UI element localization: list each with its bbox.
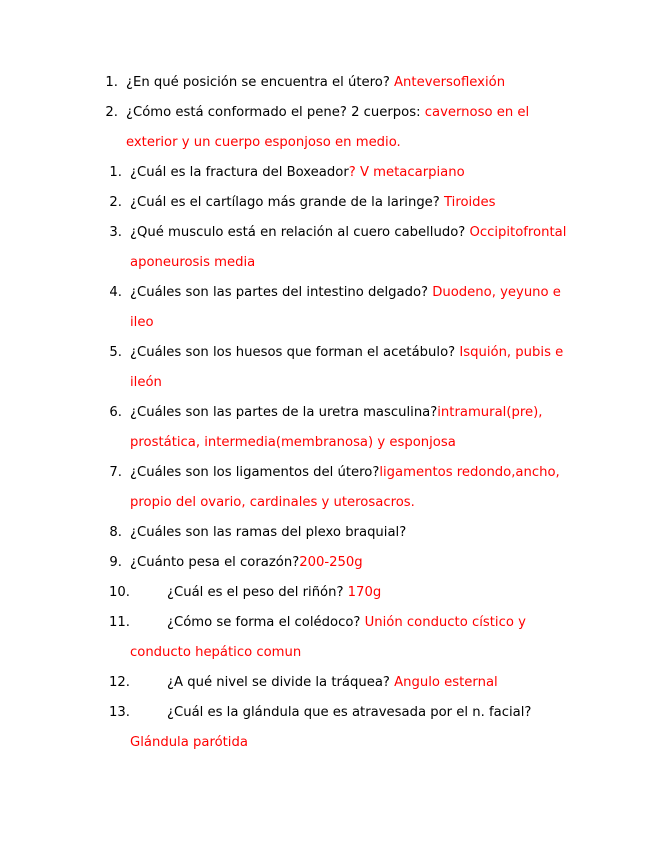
- item-number: 2.: [109, 195, 122, 210]
- answer-text: conducto hepático comun: [130, 645, 302, 660]
- list-item: [0, 402, 655, 424]
- item-number: 2.: [105, 105, 118, 120]
- answer-text: prostática, intermedia(membranosa) y esponjosa: [130, 435, 456, 450]
- item-text: [130, 552, 363, 574]
- list-item: [0, 462, 655, 484]
- list-item: [0, 672, 655, 694]
- item-text: [167, 612, 526, 634]
- item-text: [130, 192, 496, 214]
- list-item: [0, 102, 655, 124]
- answer-text: propio del ovario, cardinales y uterosacros.: [130, 495, 415, 510]
- list-item: [0, 192, 655, 214]
- answer-text: Unión conducto cístico y: [364, 615, 526, 630]
- item-number: 13.: [109, 705, 130, 720]
- list-item: [0, 582, 655, 604]
- answer-text: aponeurosis media: [130, 255, 256, 270]
- item-number: 9.: [109, 555, 122, 570]
- item-number: 7.: [109, 465, 122, 480]
- question-text: ¿Qué musculo está en relación al cuero cabelludo?: [130, 225, 470, 240]
- question-text: ¿Cuáles son los huesos que forman el acetábulo?: [130, 345, 460, 360]
- item-text: [167, 702, 531, 724]
- answer-text: exterior y un cuerpo esponjoso en medio.: [126, 135, 401, 150]
- question-text: ¿A qué nivel se divide la tráquea?: [167, 675, 395, 690]
- item-text: [130, 342, 563, 364]
- question-text: ¿Cuáles son las partes del intestino delgado?: [130, 285, 433, 300]
- answer-text: ileo: [130, 315, 154, 330]
- answer-text: Tiroides: [444, 195, 496, 210]
- list-item: [0, 162, 655, 184]
- question-text: ¿Cómo se forma el colédoco?: [167, 615, 365, 630]
- item-number: 11.: [109, 615, 130, 630]
- item-text: [130, 402, 542, 424]
- question-text: ¿Cuál es la glándula que es atravesada por el n. facial?: [167, 705, 532, 720]
- answer-text: ileón: [130, 375, 162, 390]
- item-number: 5.: [109, 345, 122, 360]
- question-text: ¿Cómo está conformado el pene? 2 cuerpos:: [126, 105, 425, 120]
- answer-text: 200-250g: [299, 555, 363, 570]
- list-item: [0, 702, 655, 724]
- list-item: [0, 72, 655, 94]
- list-item: [0, 282, 655, 304]
- list-item-continuation: [0, 132, 655, 154]
- item-text: [126, 72, 505, 94]
- question-text: ¿Cuál es el cartílago más grande de la laringe?: [130, 195, 444, 210]
- item-number: 10.: [109, 585, 130, 600]
- item-text: [126, 102, 529, 124]
- answer-text: Glándula parótida: [130, 735, 248, 750]
- list-item: [0, 612, 655, 634]
- answer-text: Angulo esternal: [394, 675, 498, 690]
- item-text: [130, 462, 560, 484]
- list-item-continuation: [0, 432, 655, 454]
- item-text: [167, 672, 498, 694]
- question-text: ¿Cuál es el peso del riñón?: [167, 585, 348, 600]
- answer-text: cavernoso en el: [424, 105, 530, 120]
- answer-text: Occipitofrontal: [469, 225, 567, 240]
- item-text: [167, 582, 381, 604]
- item-number: 1.: [109, 165, 122, 180]
- list-item-continuation: [0, 732, 655, 754]
- item-number: 4.: [109, 285, 122, 300]
- list-item-continuation: [0, 252, 655, 274]
- question-text: ¿Cuánto pesa el corazón?: [130, 555, 300, 570]
- answer-text: Isquión, pubis e: [459, 345, 564, 360]
- answer-text: 170g: [347, 585, 382, 600]
- answer-text: Duodeno, yeyuno e: [432, 285, 561, 300]
- item-number: 8.: [109, 525, 122, 540]
- list-item: [0, 552, 655, 574]
- list-item-continuation: [0, 492, 655, 514]
- item-number: 12.: [109, 675, 130, 690]
- question-text: ¿Cuáles son las partes de la uretra masculina?: [130, 405, 438, 420]
- list-item-continuation: [0, 372, 655, 394]
- item-text: [130, 222, 566, 244]
- item-number: 6.: [109, 405, 122, 420]
- answer-text: ligamentos redondo,ancho,: [379, 465, 560, 480]
- list-item-continuation: [0, 312, 655, 334]
- question-text: ¿Cuáles son las ramas del plexo braquial?: [130, 525, 407, 540]
- list-item-continuation: [0, 642, 655, 664]
- list-item: [0, 222, 655, 244]
- item-number: 3.: [109, 225, 122, 240]
- question-text: ¿En qué posición se encuentra el útero?: [126, 75, 395, 90]
- item-number: 1.: [105, 75, 118, 90]
- list-item: [0, 522, 655, 544]
- answer-text: ? V metacarpiano: [348, 165, 465, 180]
- answer-text: intramural(pre),: [437, 405, 543, 420]
- list-item: [0, 342, 655, 364]
- item-text: [130, 162, 465, 184]
- question-text: ¿Cuál es la fractura del Boxeador: [130, 165, 349, 180]
- item-text: [130, 522, 406, 544]
- answer-text: Anteversoflexión: [394, 75, 506, 90]
- item-text: [130, 282, 561, 304]
- question-text: ¿Cuáles son los ligamentos del útero?: [130, 465, 380, 480]
